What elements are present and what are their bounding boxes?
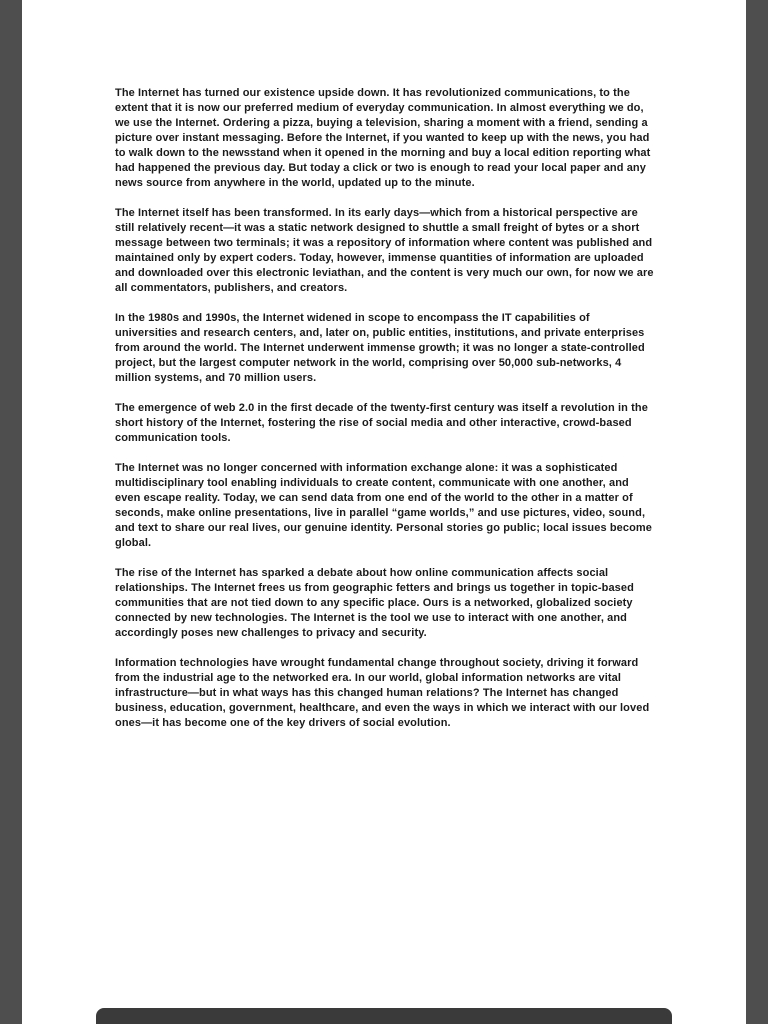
paragraph-1980s-1990s-growth: In the 1980s and 1990s, the Internet widened in scope to encompass the IT capabilities of universities and research centers, and, later on, public entities, institutions, and private enterprises from around the world. The Internet underwent immense growth; it was no longer a state-controlled project, but the largest computer network in the world, comprising over 50,000 sub-networks, 4 million systems, and 70 million users. bbox=[115, 312, 645, 384]
paragraph-online-communication-debate: The rise of the Internet has sparked a debate about how online communication affects social relationships. The Internet frees us from geographic fetters and brings us together in topic-based communities that are not tied down to any specific place. Ours is a networked, globalized society connected by new technologies. The Internet is the tool we use to interact with one another, and accordingly poses new challenges to privacy and security. bbox=[115, 567, 634, 639]
paragraph-internet-transformed: The Internet itself has been transformed. In its early days—which from a historical perspective are still relatively recent—it was a static network designed to shuttle a small freight of bytes or a short message between two terminals; it was a repository of information where content was published and maintained only by expert coders. Today, however, immense quantities of information are uploaded and downloaded over this electronic leviathan, and the content is very much our own, for now we are all commentators, publishers, and creators. bbox=[115, 207, 654, 294]
paragraph-information-exchange: The Internet was no longer concerned with information exchange alone: it was a sophisticated multidisciplinary tool enabling individuals to create content, communicate with one another, and even escape reality. Today, we can send data from one end of the world to the other in a matter of seconds, make online presentations, live in parallel “game worlds,” and use pictures, video, sound, and text to share our real lives, our genuine identity. Personal stories go public; local issues become global. bbox=[115, 462, 653, 549]
paragraph-information-technologies: Information technologies have wrought fundamental change throughout society, driving it forward from the industrial age to the networked era. In our world, global information networks are vital infrastructure—but in what ways has this changed human relations? The Internet has changed business, education, government, healthcare, and even the ways in which we interact with our loved ones—it has become one of the key drivers of social evolution. bbox=[115, 657, 650, 729]
paragraph-web-2-0: The emergence of web 2.0 in the first decade of the twenty-first century was itself a revolution in the short history of the Internet, fostering the rise of social media and other interactive, crowd-based communication tools. bbox=[115, 402, 648, 444]
document-page bbox=[22, 0, 746, 1024]
bottom-toolbar[interactable] bbox=[96, 1008, 672, 1024]
paragraph-internet-upside-down: The Internet has turned our existence upside down. It has revolutionized communications, to the extent that it is now our preferred medium of everyday communication. In almost everything we do, we use the Internet. Ordering a pizza, buying a television, sharing a moment with a friend, sending a picture over instant messaging. Before the Internet, if you wanted to keep up with the news, you had to walk down to the newsstand when it opened in the morning and buy a local edition reporting what had happened the previous day. But today a click or two is enough to read your local paper and any news source from anywhere in the world, updated up to the minute. bbox=[115, 87, 651, 189]
